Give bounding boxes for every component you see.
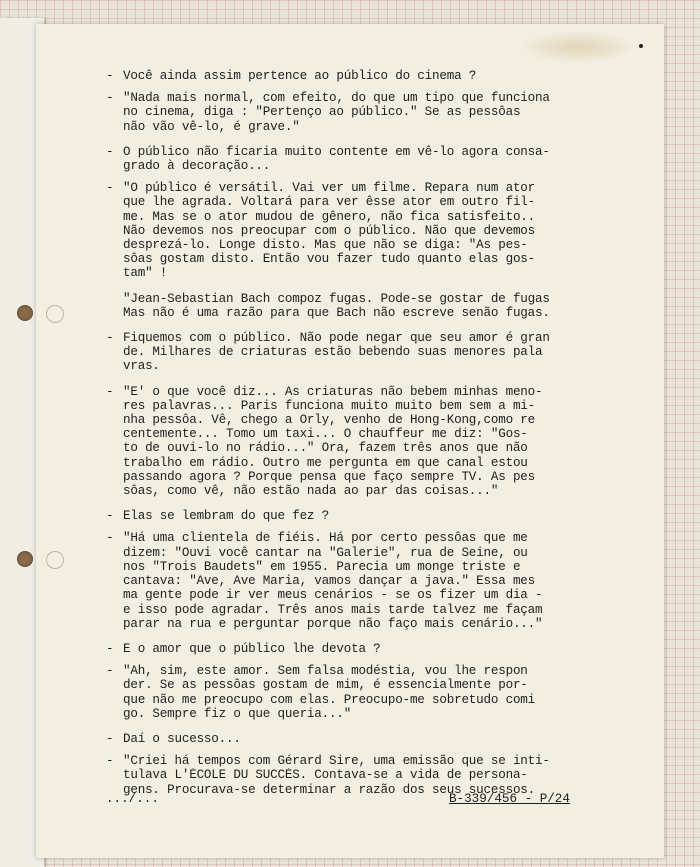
continuation-mark: .../...: [106, 792, 159, 806]
text-line: "E' o que você diz... As criaturas não bebem minhas meno-: [123, 384, 543, 399]
paragraph: [106, 732, 606, 746]
paragraph: [106, 664, 606, 721]
dialogue-dash: -: [106, 731, 114, 746]
text-line: que não me preocupo com elas. Preocupo-me sobretudo comi: [123, 692, 536, 707]
paragraph: [106, 181, 606, 280]
document-body: [106, 69, 606, 808]
text-line: E o amor que o público lhe devota ?: [123, 641, 381, 656]
paragraph: [106, 145, 606, 173]
text-line: Elas se lembram do que fez ?: [123, 509, 330, 524]
text-line: não vão vê-lo, é grave.": [123, 119, 300, 134]
text-line: go. Sempre fiz o que queria...": [123, 706, 352, 721]
paper-stain: [524, 32, 632, 62]
paragraph: [106, 331, 606, 374]
dialogue-dash: -: [106, 641, 114, 656]
paragraph: [106, 509, 606, 523]
text-line: vras.: [123, 359, 160, 374]
text-line: centemente... Tomo um taxi... O chauffeur me diz: "Gos-: [123, 427, 528, 442]
paragraph: [106, 531, 606, 630]
text-line: nos "Trois Baudets" em 1955. Parecia um monge triste e: [123, 559, 521, 574]
page-reference: B-339/456 - P/24: [449, 792, 570, 806]
paragraph: [106, 754, 606, 797]
dialogue-dash: -: [106, 91, 114, 106]
text-line: Não devemos nos preocupar com o público. Não que devemos: [123, 223, 536, 238]
dialogue-dash: -: [106, 754, 114, 769]
text-line: trabalho em rádio. Outro me pergunta em que canal estou: [123, 455, 528, 470]
text-line: ma gente pode ir ver meus cenários - se os fizer um dia -: [123, 588, 543, 603]
punch-hole: [17, 305, 33, 321]
dialogue-dash: -: [106, 144, 114, 159]
text-line: desprezá-lo. Longe disto. Mas que não se diga: "As pes-: [123, 238, 528, 253]
punch-hole: [17, 551, 33, 567]
text-line: Mas não é uma razão para que Bach não escreve senão fugas.: [123, 305, 550, 320]
text-line: parar na rua e perguntar porque não faço mais cenário...": [123, 616, 543, 631]
dialogue-dash: -: [106, 664, 114, 679]
text-line: "Nada mais normal, com efeito, do que um tipo que funciona: [123, 91, 550, 106]
text-line: no cinema, diga : "Pertenço ao público." Se as pessôas: [123, 105, 521, 120]
text-line: de. Milhares de criaturas estão bebendo suas menores pala: [123, 345, 543, 360]
dialogue-dash: -: [106, 331, 114, 346]
dialogue-dash: -: [106, 69, 114, 83]
text-line: Você ainda assim pertence ao público do cinema ?: [123, 69, 477, 83]
text-line: grado à decoração...: [123, 159, 271, 174]
text-line: cantava: "Ave, Ave Maria, vamos dançar a java." Essa mes: [123, 574, 536, 589]
dialogue-dash: -: [106, 384, 114, 399]
punch-hole-mark: [46, 551, 64, 569]
paragraph: [106, 91, 606, 134]
text-line: que lhe agrada. Voltará para ver êsse ator em outro fil-: [123, 195, 536, 210]
dialogue-dash: -: [106, 181, 114, 196]
text-line: dizem: "Ouvi você cantar na "Galerie", rua de Seine, ou: [123, 545, 528, 560]
punch-hole-mark: [46, 305, 64, 323]
text-line: passando agora ? Porque pensa que faço sempre TV. As pes: [123, 469, 536, 484]
text-line: sôas gostam disto. Então vou fazer tudo quanto elas gos-: [123, 252, 536, 267]
text-line: sôas, como vê, não estão nada ao par das coisas...": [123, 484, 499, 499]
text-line: Daí o sucesso...: [123, 731, 241, 746]
text-line: me. Mas se o ator mudou de gênero, não fica satisfeito..: [123, 209, 536, 224]
paragraph: [106, 292, 606, 320]
text-line: O público não ficaria muito contente em vê-lo agora consa-: [123, 144, 550, 159]
paragraph: [106, 69, 606, 83]
text-line: "O público é versátil. Vai ver um filme. Repara num ator: [123, 181, 536, 196]
text-line: gens. Procurava-se determinar a razão dos seus sucessos.: [123, 782, 536, 797]
text-line: tam" !: [123, 266, 168, 281]
paragraph: [106, 385, 606, 499]
text-line: tulava L'ÉCOLE DU SUCCÈS. Contava-se a vida de persona-: [123, 768, 528, 783]
paragraph: [106, 642, 606, 656]
text-line: e isso pode agradar. Três anos mais tarde talvez me façam: [123, 602, 543, 617]
text-line: "Ah, sim, este amor. Sem falsa modéstia, vou lhe respon: [123, 664, 528, 679]
text-line: "Há uma clientela de fiéis. Há por certo pessôas que me: [123, 531, 528, 546]
dialogue-dash: -: [106, 509, 114, 524]
dialogue-dash: [106, 292, 123, 320]
text-line: der. Se as pessôas gostam de mim, é essencialmente por-: [123, 678, 528, 693]
text-line: "Jean-Sebastian Bach compoz fugas. Pode-se gostar de fugas: [123, 291, 550, 306]
ink-dot: [639, 44, 643, 48]
dialogue-dash: -: [106, 531, 114, 546]
text-line: "Criei há tempos com Gérard Sire, uma emissão que se inti-: [123, 754, 550, 769]
text-line: res palavras... Paris funciona muito muito bem sem a mi-: [123, 398, 536, 413]
text-line: to de ouvi-lo no rádio..." Ora, fazem três anos que não: [123, 441, 528, 456]
text-line: nha pessôa. Vê, chego a Orly, venho de Hong-Kong,como re: [123, 413, 536, 428]
text-line: Fiquemos com o público. Não pode negar que seu amor é gran: [123, 331, 550, 346]
